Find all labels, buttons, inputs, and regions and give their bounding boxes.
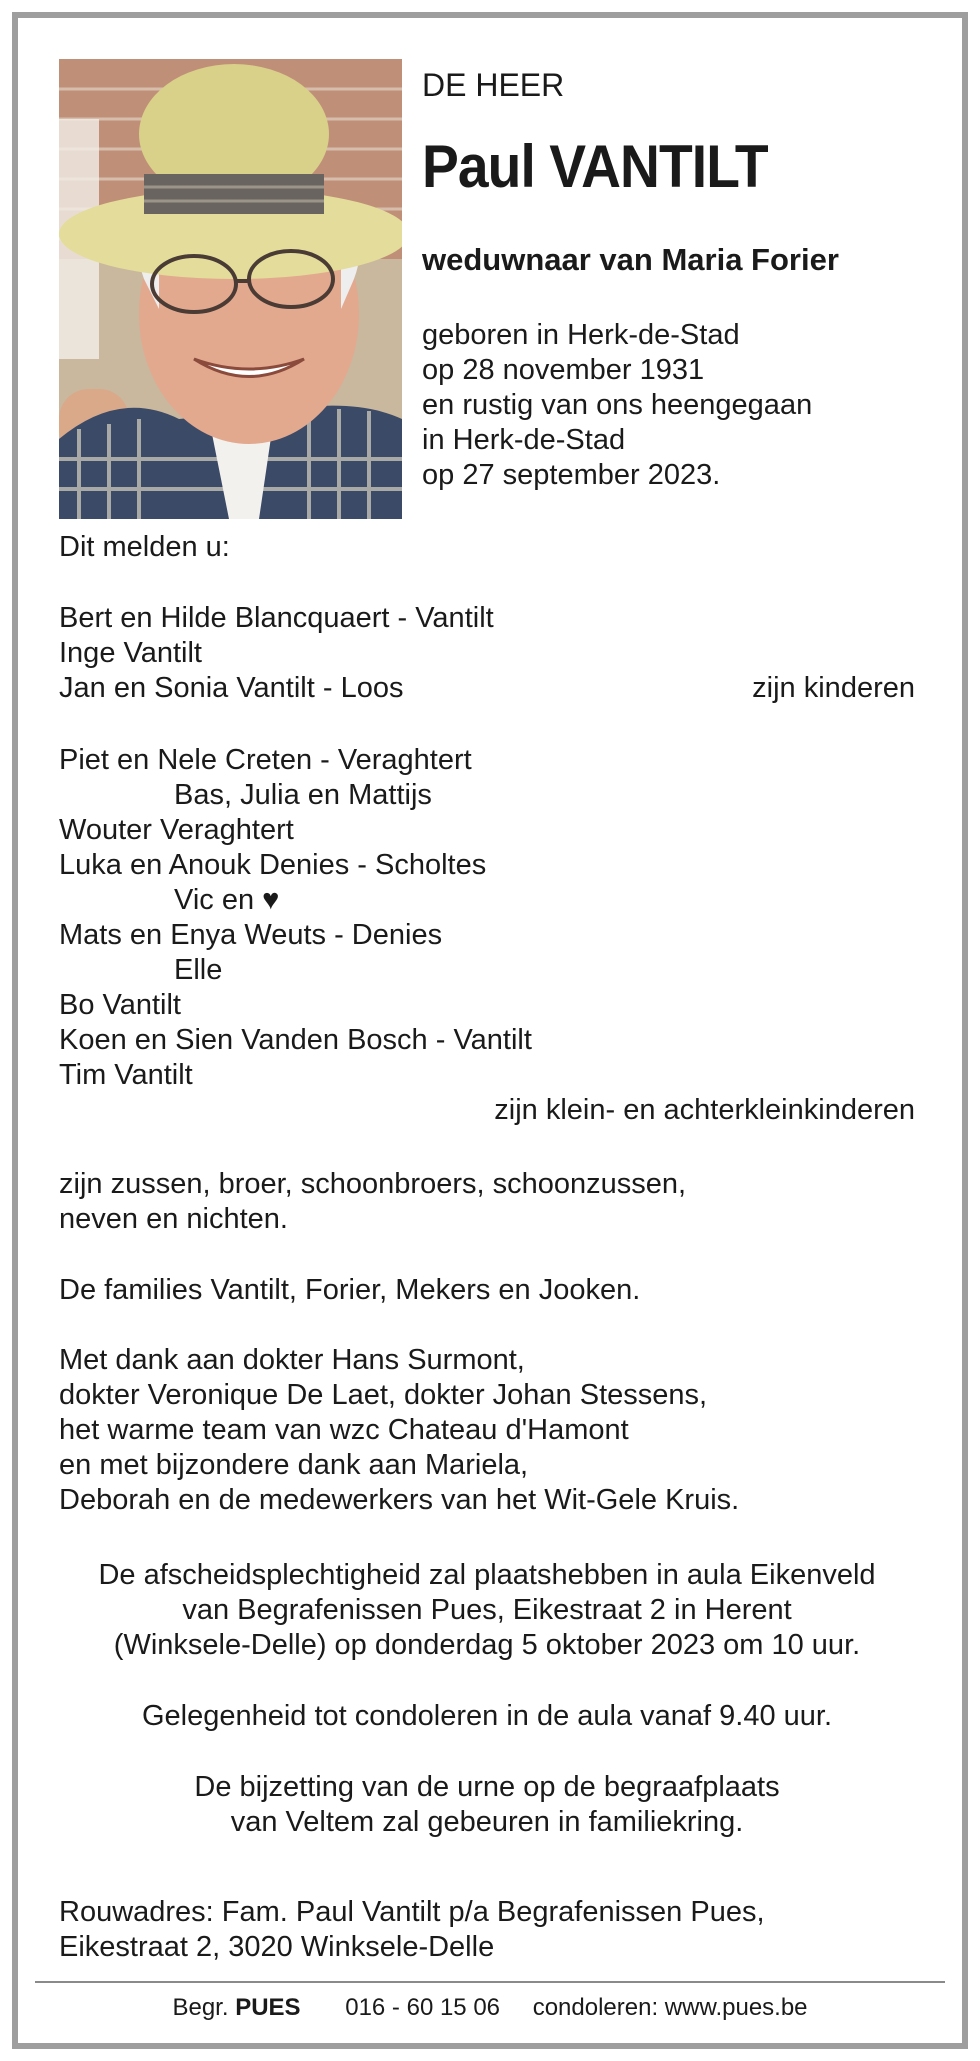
date-line: en rustig van ons heengegaan [422, 389, 813, 421]
grandchild-line: Piet en Nele Creten - Veraghtert [59, 744, 472, 776]
ceremony-line: De afscheidsplechtigheid zal plaatshebben in aula Eikenveld [98, 1559, 876, 1591]
thanks-line: het warme team van wzc Chateau d'Hamont [59, 1414, 629, 1446]
address-line: Eikestraat 2, 3020 Winksele-Delle [59, 1931, 495, 1963]
condolence-block [59, 1699, 915, 1734]
condolence-website-link[interactable]: condoleren: www.pues.be [532, 1994, 808, 2021]
great-grandchild-line: Elle [174, 954, 223, 986]
deceased-name: Paul VANTILT [422, 133, 768, 200]
burial-line: De bijzetting van de urne op de begraafplaats [194, 1771, 780, 1803]
address-block [59, 1895, 915, 1965]
burial-line: van Veltem zal gebeuren in familiekring. [230, 1806, 744, 1838]
condolence-line: Gelegenheid tot condoleren in de aula vanaf 9.40 uur. [141, 1700, 833, 1732]
burial-block [59, 1770, 915, 1840]
portrait-illustration [59, 59, 402, 519]
funeral-home-prefix: Begr. [172, 1994, 229, 2021]
intro-block [59, 530, 915, 565]
ceremony-block [59, 1558, 915, 1663]
date-line: geboren in Herk-de-Stad [422, 319, 740, 351]
children-role: zijn kinderen [752, 672, 915, 704]
title-prefix: DE HEER [422, 67, 565, 103]
siblings-block [59, 1167, 915, 1237]
grandchildren-block [59, 743, 915, 1128]
child-line: Inge Vantilt [59, 637, 202, 669]
child-name: Jan en Sonia Vantilt - Loos [59, 672, 404, 704]
date-line: op 27 september 2023. [422, 459, 721, 491]
thanks-line: en met bijzondere dank aan Mariela, [59, 1449, 529, 1481]
families-block [59, 1273, 915, 1308]
thanks-line: Met dank aan dokter Hans Surmont, [59, 1344, 525, 1376]
thanks-block [59, 1343, 915, 1518]
date-line: in Herk-de-Stad [422, 424, 626, 456]
dates-block [422, 318, 922, 493]
grandchildren-role: zijn klein- en achterkleinkinderen [494, 1094, 915, 1126]
children-block [59, 601, 915, 706]
spouse-line: weduwnaar van Maria Forier [422, 242, 839, 277]
siblings-line: neven en nichten. [59, 1203, 288, 1235]
date-line: op 28 november 1931 [422, 354, 705, 386]
child-line [59, 671, 915, 706]
address-line: Rouwadres: Fam. Paul Vantilt p/a Begrafenissen Pues, [59, 1896, 765, 1928]
ceremony-line: van Begrafenissen Pues, Eikestraat 2 in Herent [182, 1594, 792, 1626]
thanks-line: dokter Veronique De Laet, dokter Johan Stessens, [59, 1379, 708, 1411]
child-line: Bert en Hilde Blancquaert - Vantilt [59, 602, 494, 634]
intro-text: Dit melden u: [59, 531, 230, 563]
families-line: De families Vantilt, Forier, Mekers en Jooken. [59, 1274, 641, 1306]
footer-divider [35, 1981, 945, 1983]
grandchild-line: Tim Vantilt [59, 1059, 193, 1091]
footer [0, 1993, 980, 2023]
great-grandchild-line: Bas, Julia en Mattijs [174, 779, 432, 811]
grandchild-line: Luka en Anouk Denies - Scholtes [59, 849, 487, 881]
ceremony-line: (Winksele-Delle) op donderdag 5 oktober 2023 om 10 uur. [113, 1629, 861, 1661]
thanks-line: Deborah en de medewerkers van het Wit-Gele Kruis. [59, 1484, 740, 1516]
grandchild-line: Bo Vantilt [59, 989, 181, 1021]
siblings-line: zijn zussen, broer, schoonbroers, schoonzussen, [59, 1168, 687, 1200]
grandchild-line: Wouter Veraghtert [59, 814, 294, 846]
grandchild-line: Mats en Enya Weuts - Denies [59, 919, 443, 951]
great-grandchild-line: Vic en ♥ [174, 884, 280, 916]
portrait-photo [59, 59, 402, 519]
funeral-home-name: PUES [235, 1994, 301, 2021]
funeral-home-phone: 016 - 60 15 06 [345, 1994, 501, 2021]
grandchild-line: Koen en Sien Vanden Bosch - Vantilt [59, 1024, 532, 1056]
